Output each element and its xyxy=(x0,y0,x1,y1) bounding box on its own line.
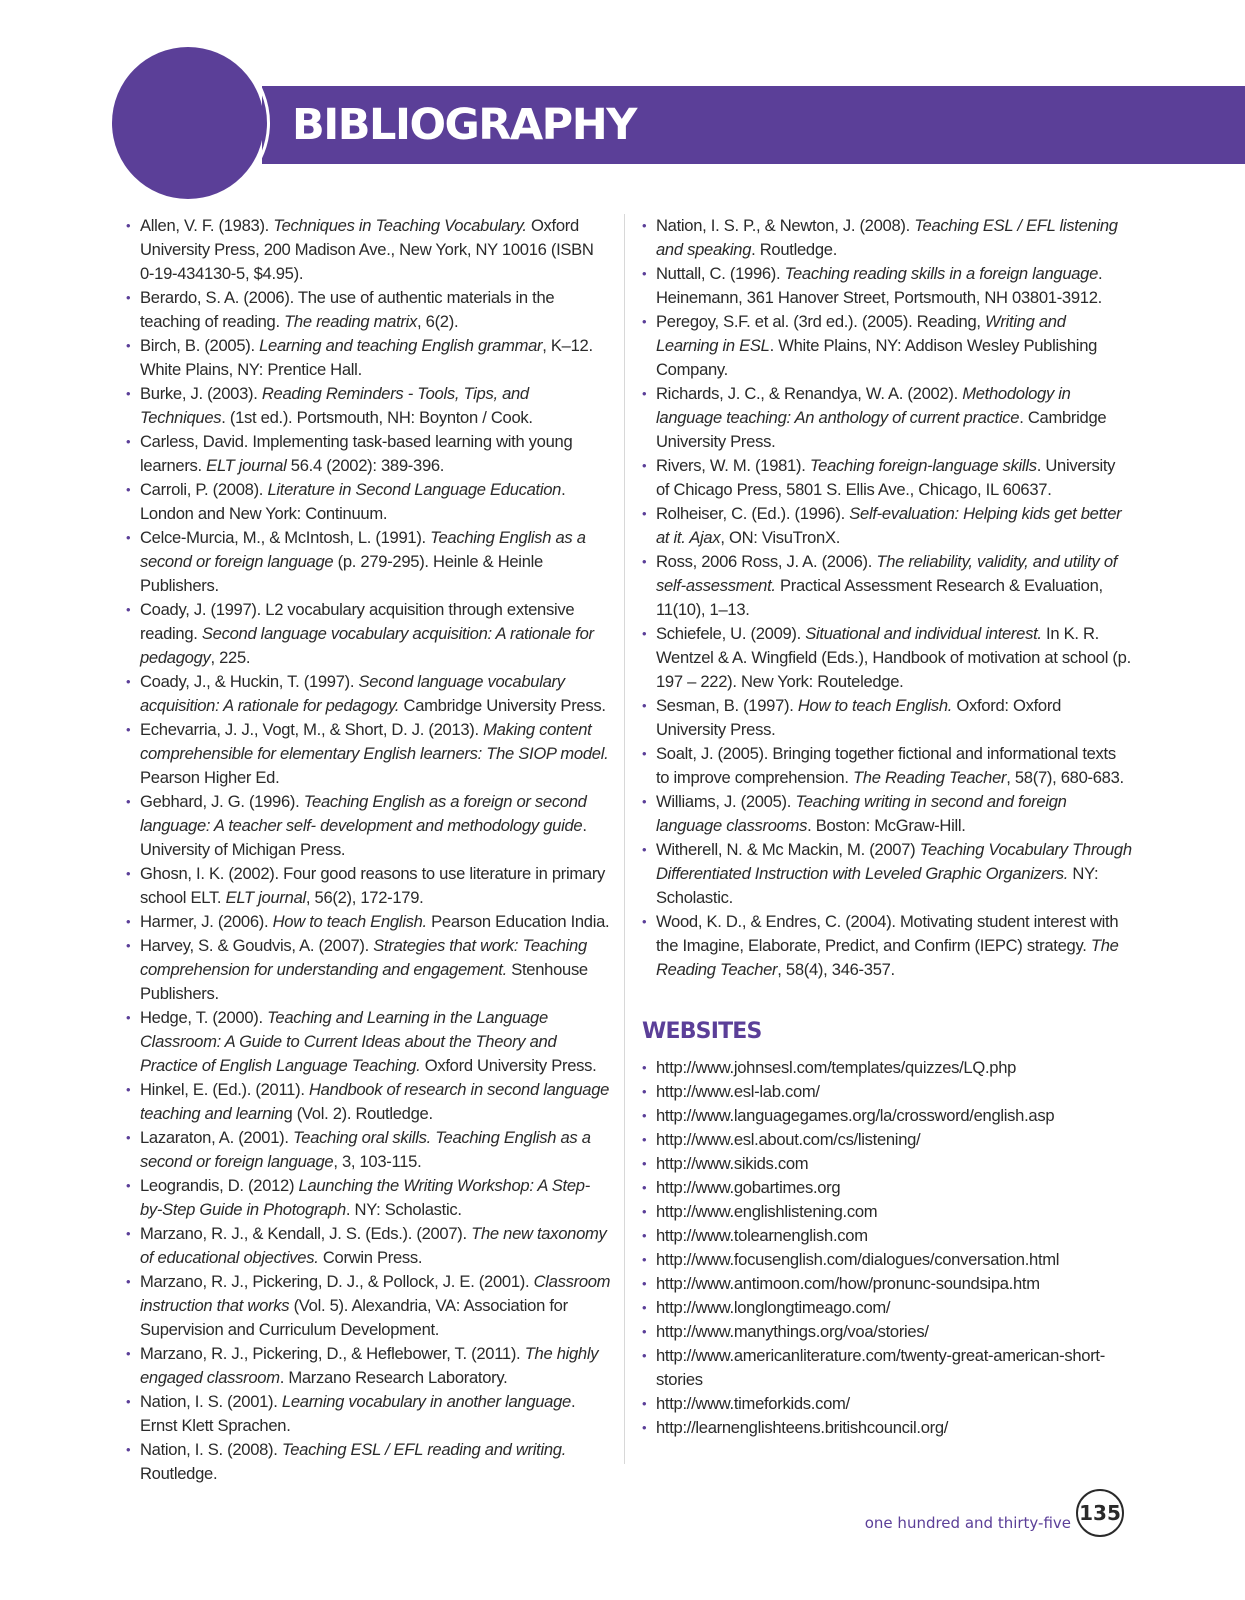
reference-title: The new taxonomy of educational objectives. xyxy=(140,1224,607,1267)
reference-item xyxy=(642,550,1132,622)
reference-text: Marzano, R. J., Pickering, D. J., & Pollock, J. E. (2001). xyxy=(140,1272,534,1291)
reference-title: The reliability, validity, and utility of self-assessment. xyxy=(656,552,1118,595)
reference-text: Witherell, N. & Mc Mackin, M. (2007) xyxy=(656,840,920,859)
reference-item xyxy=(126,598,612,670)
reference-item xyxy=(642,454,1132,502)
website-link[interactable] xyxy=(642,1200,1132,1224)
website-url[interactable]: http://www.tolearnenglish.com xyxy=(656,1226,868,1245)
reference-item xyxy=(642,382,1132,454)
column-divider xyxy=(624,214,625,1464)
reference-title: Teaching writing in second and foreign language classrooms xyxy=(656,792,1067,835)
reference-item xyxy=(126,1126,612,1174)
reference-text: Nation, I. S. (2001). xyxy=(140,1392,282,1411)
reference-text: Cambridge University Press. xyxy=(399,696,606,715)
reference-text: Nation, I. S. P., & Newton, J. (2008). xyxy=(656,216,915,235)
bullet-icon: • xyxy=(126,1082,131,1097)
bullet-icon: • xyxy=(642,218,647,233)
reference-text: Schiefele, U. (2009). xyxy=(656,624,806,643)
reference-item xyxy=(642,790,1132,838)
reference-text: Carless, David. Implementing task-based learning with young learners. xyxy=(140,432,573,475)
reference-text: , 58(7), 680-683. xyxy=(1006,768,1124,787)
reference-title: The Reading Teacher xyxy=(852,768,1007,787)
reference-text: Hinkel, E. (Ed.). (2011). xyxy=(140,1080,309,1099)
reference-text: Carroli, P. (2008). xyxy=(140,480,268,499)
reference-text: Coady, J. (1997). L2 vocabulary acquisition through extensive reading. xyxy=(140,600,575,643)
reference-text: Harmer, J. (2006). xyxy=(140,912,273,931)
reference-text: , K–12. White Plains, NY: Prentice Hall. xyxy=(140,336,593,379)
website-url[interactable]: http://www.englishlistening.com xyxy=(656,1202,878,1221)
website-url[interactable]: http://www.sikids.com xyxy=(656,1154,809,1173)
reference-text: Nuttall, C. (1996). xyxy=(656,264,785,283)
bullet-icon: • xyxy=(642,1276,647,1291)
bullet-icon: • xyxy=(642,842,647,857)
reference-text: , 225. xyxy=(210,648,251,667)
website-url[interactable]: http://www.esl-lab.com/ xyxy=(656,1082,820,1101)
bullet-icon: • xyxy=(642,1228,647,1243)
reference-title: The highly engaged classroom xyxy=(140,1344,599,1387)
bullet-icon: • xyxy=(642,698,647,713)
reference-text: Ghosn, I. K. (2002). Four good reasons to use literature in primary school ELT. xyxy=(140,864,606,907)
reference-text: . Marzano Research Laboratory. xyxy=(279,1368,508,1387)
reference-text: Pearson Higher Ed. xyxy=(140,768,280,787)
reference-text: 56.4 (2002): 389-396. xyxy=(286,456,445,475)
reference-item xyxy=(126,790,612,862)
website-url[interactable]: http://www.antimoon.com/how/pronunc-soundsipa.htm xyxy=(656,1274,1040,1293)
website-url[interactable]: http://www.esl.about.com/cs/listening/ xyxy=(656,1130,921,1149)
bullet-icon: • xyxy=(126,722,131,737)
reference-item xyxy=(126,1174,612,1222)
website-url[interactable]: http://www.americanliterature.com/twenty-great-american-short-stories xyxy=(656,1346,1105,1389)
reference-item xyxy=(126,670,612,718)
website-link[interactable] xyxy=(642,1392,1132,1416)
page-number-badge: 135 xyxy=(1076,1489,1124,1537)
reference-item xyxy=(126,934,612,1006)
reference-text: Coady, J., & Huckin, T. (1997). xyxy=(140,672,359,691)
left-column xyxy=(126,214,612,1486)
reference-item xyxy=(126,1270,612,1342)
right-column xyxy=(642,214,1132,1440)
website-url[interactable]: http://www.focusenglish.com/dialogues/conversation.html xyxy=(656,1250,1060,1269)
reference-title: Strategies that work: Teaching comprehension for understanding and engagement. xyxy=(140,936,587,979)
bullet-icon: • xyxy=(126,938,131,953)
reference-title: Teaching English as a foreign or second language: A teacher self- development and methodology guide xyxy=(140,792,587,835)
website-link[interactable] xyxy=(642,1056,1132,1080)
website-url[interactable]: http://www.languagegames.org/la/crossword/english.asp xyxy=(656,1106,1055,1125)
website-url[interactable]: http://learnenglishteens.britishcouncil.org/ xyxy=(656,1418,949,1437)
bullet-icon: • xyxy=(126,1130,131,1145)
reference-item xyxy=(126,478,612,526)
bullet-icon: • xyxy=(126,1226,131,1241)
bullet-icon: • xyxy=(642,1204,647,1219)
reference-title: The reading matrix xyxy=(284,312,418,331)
website-link[interactable] xyxy=(642,1248,1132,1272)
reference-item xyxy=(126,526,612,598)
reference-title: Self-evaluation: Helping kids get better at it. Ajax xyxy=(656,504,1122,547)
reference-text: Nation, I. S. (2008). xyxy=(140,1440,282,1459)
reference-item xyxy=(642,838,1132,910)
reference-item xyxy=(126,718,612,790)
reference-title: Learning and teaching English grammar xyxy=(259,336,543,355)
bullet-icon: • xyxy=(642,1420,647,1435)
bullet-icon: • xyxy=(126,1346,131,1361)
website-link[interactable] xyxy=(642,1152,1132,1176)
reference-text: NY: Scholastic. xyxy=(656,864,1099,907)
reference-text: Stenhouse Publishers. xyxy=(140,960,588,1003)
bullet-icon: • xyxy=(642,266,647,281)
reference-text: . (1st ed.). Portsmouth, NH: Boynton / Cook. xyxy=(221,408,533,427)
bullet-icon: • xyxy=(126,1010,131,1025)
reference-title: Teaching ESL / EFL listening and speaking xyxy=(656,216,1118,259)
reference-text: Allen, V. F. (1983). xyxy=(140,216,274,235)
website-link[interactable] xyxy=(642,1344,1132,1392)
reference-text: Rolheiser, C. (Ed.). (1996). xyxy=(656,504,850,523)
reference-text: . Routledge. xyxy=(751,240,838,259)
page-number-words: one hundred and thirty-five xyxy=(864,1514,1071,1532)
reference-text: Wood, K. D., & Endres, C. (2004). Motivating student interest with the Imagine, Elaborate, Predict, and Confirm (IEPC) strategy. xyxy=(656,912,1119,955)
reference-text: . NY: Scholastic. xyxy=(345,1200,462,1219)
reference-title: Second language vocabulary acquisition: A rationale for pedagogy xyxy=(140,624,594,667)
website-link[interactable] xyxy=(642,1176,1132,1200)
website-link[interactable] xyxy=(642,1104,1132,1128)
reference-text: Oxford University Press. xyxy=(420,1056,597,1075)
reference-text: , 58(4), 346-357. xyxy=(777,960,895,979)
reference-text: Harvey, S. & Goudvis, A. (2007). xyxy=(140,936,374,955)
bullet-icon: • xyxy=(642,1348,647,1363)
reference-item xyxy=(642,694,1132,742)
bullet-icon: • xyxy=(642,1084,647,1099)
reference-text: Gebhard, J. G. (1996). xyxy=(140,792,304,811)
reference-text: . Cambridge University Press. xyxy=(656,408,1107,451)
reference-list-left xyxy=(126,214,612,1486)
reference-item xyxy=(126,286,612,334)
reference-text: Richards, J. C., & Renandya, W. A. (2002). xyxy=(656,384,963,403)
reference-text: Sesman, B. (1997). xyxy=(656,696,798,715)
bullet-icon: • xyxy=(642,746,647,761)
reference-text: (Vol. 5). Alexandria, VA: Association for Supervision and Curriculum Development. xyxy=(140,1296,568,1339)
reference-text: Oxford University Press, 200 Madison Ave., New York, NY 10016 (ISBN 0-19-434130-5, $4.95). xyxy=(140,216,594,283)
reference-title: Teaching reading skills in a foreign language xyxy=(784,264,1099,283)
website-url[interactable]: http://www.manythings.org/voa/stories/ xyxy=(656,1322,929,1341)
reference-title: Reading Reminders - Tools, Tips, and Techniques xyxy=(140,384,529,427)
reference-list-right xyxy=(642,214,1132,982)
website-link[interactable] xyxy=(642,1416,1132,1440)
reference-item xyxy=(126,1342,612,1390)
bullet-icon: • xyxy=(642,1180,647,1195)
bullet-icon: • xyxy=(126,1394,131,1409)
page-title: BIBLIOGRAPHY xyxy=(292,100,636,150)
bullet-icon: • xyxy=(126,866,131,881)
reference-text: . London and New York: Continuum. xyxy=(140,480,566,523)
reference-title: ELT journal xyxy=(206,456,287,475)
website-link[interactable] xyxy=(642,1128,1132,1152)
reference-text: Marzano, R. J., Pickering, D., & Heflebower, T. (2011). xyxy=(140,1344,525,1363)
reference-text: . Heinemann, 361 Hanover Street, Portsmouth, NH 03801-3912. xyxy=(656,264,1103,307)
reference-text: Rivers, W. M. (1981). xyxy=(656,456,810,475)
bullet-icon: • xyxy=(642,1108,647,1123)
reference-text: . University of Chicago Press, 5801 S. Ellis Ave., Chicago, IL 60637. xyxy=(656,456,1116,499)
reference-item xyxy=(642,262,1132,310)
reference-item xyxy=(642,622,1132,694)
reference-text: Williams, J. (2005). xyxy=(656,792,796,811)
reference-text: Birch, B. (2005). xyxy=(140,336,260,355)
reference-title: Teaching ESL / EFL reading and writing. xyxy=(281,1440,567,1459)
reference-text: . White Plains, NY: Addison Wesley Publishing Company. xyxy=(656,336,1098,379)
reference-title: Techniques in Teaching Vocabulary. xyxy=(273,216,527,235)
reference-title: Second language vocabulary acquisition: A rationale for pedagogy. xyxy=(140,672,565,715)
bullet-icon: • xyxy=(126,914,131,929)
reference-text: Pearson Education India. xyxy=(426,912,610,931)
reference-text: Lazaraton, A. (2001). xyxy=(140,1128,293,1147)
bullet-icon: • xyxy=(642,914,647,929)
reference-text: , 56(2), 172-179. xyxy=(305,888,424,907)
reference-item xyxy=(126,430,612,478)
reference-text: Leograndis, D. (2012) xyxy=(140,1176,299,1195)
bullet-icon: • xyxy=(126,434,131,449)
bullet-icon: • xyxy=(126,1442,131,1457)
reference-text: Peregoy, S.F. et al. (3rd ed.). (2005). Reading, xyxy=(656,312,986,331)
reference-item xyxy=(126,1222,612,1270)
reference-title: Launching the Writing Workshop: A Step-by-Step Guide in Photograph xyxy=(140,1176,590,1219)
reference-text: Berardo, S. A. (2006). The use of authentic materials in the teaching of reading. xyxy=(140,288,555,331)
reference-title: Handbook of research in second language teaching and learnin xyxy=(140,1080,610,1123)
bullet-icon: • xyxy=(642,794,647,809)
website-link[interactable] xyxy=(642,1320,1132,1344)
reference-title: Learning vocabulary in another language xyxy=(281,1392,571,1411)
reference-text: Burke, J. (2003). xyxy=(140,384,262,403)
bullet-icon: • xyxy=(642,1132,647,1147)
reference-text: (p. 279-295). Heinle & Heinle Publishers. xyxy=(140,552,543,595)
reference-title: Teaching English as a second or foreign language xyxy=(140,528,586,571)
reference-item xyxy=(642,214,1132,262)
reference-item xyxy=(126,1006,612,1078)
bullet-icon: • xyxy=(642,1300,647,1315)
reference-text: Corwin Press. xyxy=(318,1248,423,1267)
bullet-icon: • xyxy=(126,530,131,545)
website-link[interactable] xyxy=(642,1296,1132,1320)
website-url[interactable]: http://www.johnsesl.com/templates/quizzes/LQ.php xyxy=(656,1058,1017,1077)
bullet-icon: • xyxy=(126,482,131,497)
reference-text: , ON: VisuTronX. xyxy=(720,528,841,547)
bullet-icon: • xyxy=(126,794,131,809)
reference-item xyxy=(126,910,612,934)
bullet-icon: • xyxy=(126,1274,131,1289)
reference-text: , 6(2). xyxy=(417,312,459,331)
reference-text: g (Vol. 2). Routledge. xyxy=(283,1104,433,1123)
reference-text: , 3, 103-115. xyxy=(333,1152,422,1171)
reference-item xyxy=(126,1390,612,1438)
reference-item xyxy=(126,334,612,382)
bullet-icon: • xyxy=(642,386,647,401)
reference-item xyxy=(642,742,1132,790)
bullet-icon: • xyxy=(126,602,131,617)
websites-list xyxy=(642,1056,1132,1440)
bullet-icon: • xyxy=(126,290,131,305)
reference-item xyxy=(126,1438,612,1486)
reference-title: Making content comprehensible for elementary English learners: The SIOP model. xyxy=(140,720,609,763)
website-link[interactable] xyxy=(642,1272,1132,1296)
reference-text: Oxford: Oxford University Press. xyxy=(656,696,1062,739)
reference-text: Celce-Murcia, M., & McIntosh, L. (1991). xyxy=(140,528,431,547)
reference-item xyxy=(126,214,612,286)
website-url[interactable]: http://www.timeforkids.com/ xyxy=(656,1394,850,1413)
bullet-icon: • xyxy=(126,338,131,353)
bullet-icon: • xyxy=(642,1396,647,1411)
bullet-icon: • xyxy=(642,1324,647,1339)
reference-item xyxy=(126,1078,612,1126)
reference-title: Teaching and Learning in the Language Classroom: A Guide to Current Ideas about the Theory and Practice of English Language Teaching. xyxy=(140,1008,557,1075)
reference-title: Methodology in language teaching: An anthology of current practice xyxy=(656,384,1071,427)
website-link[interactable] xyxy=(642,1080,1132,1104)
reference-title: Teaching foreign-language skills xyxy=(809,456,1037,475)
reference-text: . Boston: McGraw-Hill. xyxy=(807,816,966,835)
reference-text: Ross, 2006 Ross, J. A. (2006). xyxy=(656,552,877,571)
reference-title: Literature in Second Language Education xyxy=(267,480,562,499)
bullet-icon: • xyxy=(126,218,131,233)
reference-item xyxy=(642,502,1132,550)
bullet-icon: • xyxy=(642,314,647,329)
bullet-icon: • xyxy=(642,554,647,569)
bullet-icon: • xyxy=(642,1060,647,1075)
reference-item xyxy=(126,382,612,430)
bullet-icon: • xyxy=(642,1156,647,1171)
reference-text: Hedge, T. (2000). xyxy=(140,1008,268,1027)
reference-title: Teaching oral skills. Teaching English as a second or foreign language xyxy=(140,1128,591,1171)
reference-title: Classroom instruction that works xyxy=(140,1272,611,1315)
reference-text: In K. R. Wentzel & A. Wingfield (Eds.), Handbook of motivation at school (p. 197 – 222). New York: Routeledge. xyxy=(656,624,1131,691)
bullet-icon: • xyxy=(642,506,647,521)
reference-text: Marzano, R. J., & Kendall, J. S. (Eds.). (2007). xyxy=(140,1224,472,1243)
reference-text: Soalt, J. (2005). Bringing together fictional and informational texts to improve comprehension. xyxy=(656,744,1116,787)
reference-title: ELT journal xyxy=(225,888,306,907)
reference-item xyxy=(126,862,612,910)
reference-title: How to teach English. xyxy=(797,696,953,715)
website-url[interactable]: http://www.longlongtimeago.com/ xyxy=(656,1298,891,1317)
website-url[interactable]: http://www.gobartimes.org xyxy=(656,1178,841,1197)
reference-text: . University of Michigan Press. xyxy=(140,816,587,859)
reference-text: Practical Assessment Research & Evaluation, 11(10), 1–13. xyxy=(656,576,1103,619)
reference-title: How to teach English. xyxy=(272,912,427,931)
bullet-icon: • xyxy=(126,674,131,689)
bullet-icon: • xyxy=(642,1252,647,1267)
bullet-icon: • xyxy=(642,626,647,641)
bullet-icon: • xyxy=(126,386,131,401)
websites-heading: WEBSITES xyxy=(642,1019,762,1044)
reference-item xyxy=(642,910,1132,982)
reference-item xyxy=(642,310,1132,382)
reference-title: Teaching Vocabulary Through Differentiated Instruction with Leveled Graphic Organizers. xyxy=(656,840,1132,883)
bullet-icon: • xyxy=(642,458,647,473)
reference-title: The Reading Teacher xyxy=(656,936,1119,979)
reference-text: . Ernst Klett Sprachen. xyxy=(140,1392,576,1435)
website-link[interactable] xyxy=(642,1224,1132,1248)
reference-title: Situational and individual interest. xyxy=(805,624,1042,643)
reference-text: Routledge. xyxy=(140,1464,218,1483)
reference-title: Writing and Learning in ESL xyxy=(656,312,1066,355)
reference-text: Echevarria, J. J., Vogt, M., & Short, D. J. (2013). xyxy=(140,720,484,739)
bullet-icon: • xyxy=(126,1178,131,1193)
